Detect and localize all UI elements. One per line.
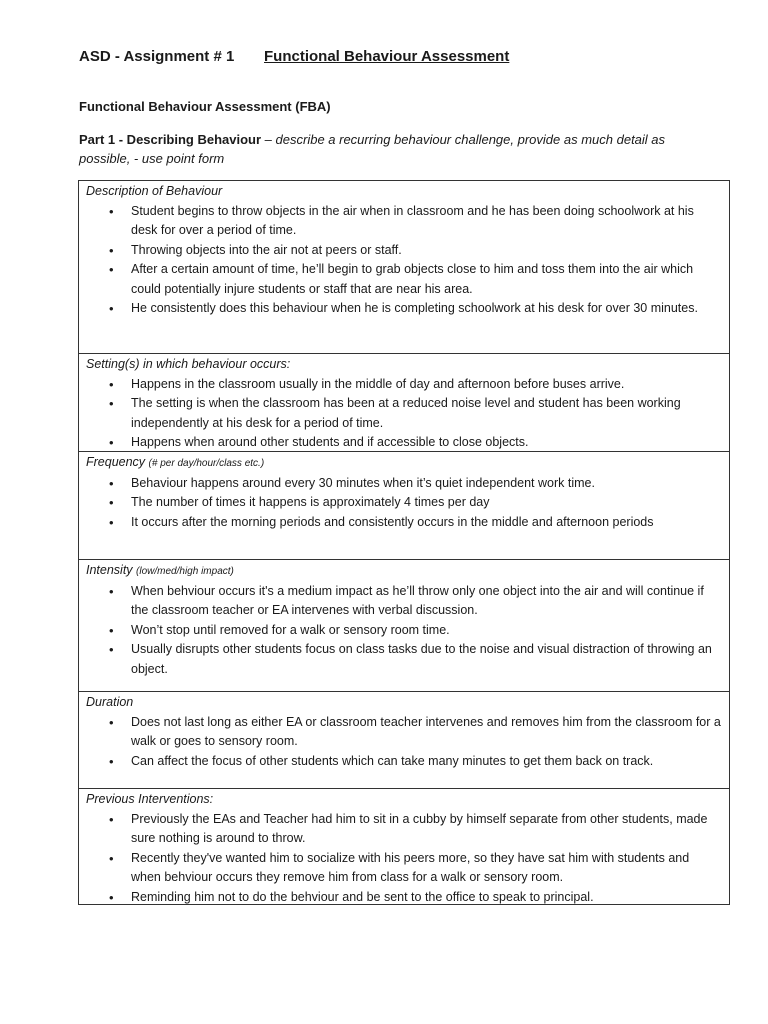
list-item: • Can affect the focus of other students which can take many minutes to get them back on track. xyxy=(131,752,721,772)
row-frequency xyxy=(79,452,730,560)
row-duration xyxy=(79,692,730,789)
list-item: • After a certain amount of time, he’ll begin to grab objects close to him and toss them into the air which could potentially injure students or staff that are near his area. xyxy=(131,260,721,299)
part1-dash: – xyxy=(261,132,276,147)
row-setting xyxy=(79,354,730,452)
list-item: • It occurs after the morning periods and consistently occurs in the middle and afternoon periods xyxy=(131,513,721,533)
list-item: • Usually disrupts other students focus on class tasks due to the noise and visual distraction of throwing an object. xyxy=(131,640,721,679)
list-item: • Throwing objects into the air not at peers or staff. xyxy=(131,241,721,261)
list-item: • The number of times it happens is approximately 4 times per day xyxy=(131,493,721,513)
intensity-list xyxy=(86,582,721,680)
row-intensity xyxy=(79,560,730,692)
title-row xyxy=(79,48,509,65)
row-previous-interventions xyxy=(79,789,730,905)
setting-list xyxy=(86,375,721,452)
frequency-sublabel: (# per day/hour/class etc.) xyxy=(148,458,265,469)
assignment-label: ASD - Assignment # 1 xyxy=(79,48,235,65)
duration-list xyxy=(86,713,721,772)
description-label: Description of Behaviour xyxy=(86,184,223,198)
document-title: Functional Behaviour Assessment xyxy=(264,48,510,65)
previous-label: Previous Interventions: xyxy=(86,792,214,806)
list-item: • The setting is when the classroom has been at a reduced noise level and student has been working independently at his desk for a period of time. xyxy=(131,394,721,433)
section-subtitle: Functional Behaviour Assessment (FBA) xyxy=(79,99,331,114)
list-item: • Happens in the classroom usually in the middle of day and afternoon before buses arrive. xyxy=(131,375,721,395)
list-item: • He consistently does this behaviour when he is completing schoolwork at his desk for over 30 minutes. xyxy=(131,299,721,319)
intensity-sublabel: (low/med/high impact) xyxy=(136,566,234,577)
list-item: • Previously the EAs and Teacher had him to sit in a cubby by himself separate from other students, made sure nothing is around to throw. xyxy=(131,810,721,849)
list-item: • Happens when around other students and if accessible to close objects. xyxy=(131,433,721,451)
previous-list xyxy=(86,810,721,905)
cell-description xyxy=(79,181,730,354)
setting-label: Setting(s) in which behaviour occurs: xyxy=(86,357,291,371)
cell-duration xyxy=(79,692,730,789)
fba-table xyxy=(78,180,730,905)
list-item: • Does not last long as either EA or classroom teacher intervenes and removes him from the classroom for a walk or goes to sensory room. xyxy=(131,713,721,752)
cell-intensity xyxy=(79,560,730,692)
cell-frequency xyxy=(79,452,730,560)
part1-instructions: describe a recurring behaviour challenge, provide as much detail as possible, - use point form xyxy=(79,132,666,166)
list-item: • Behaviour happens around every 30 minutes when it’s quiet independent work time. xyxy=(131,474,721,494)
list-item: • Student begins to throw objects in the air when in classroom and he has been doing schoolwork at his desk for over a period of time. xyxy=(131,202,721,241)
frequency-label: Frequency xyxy=(86,455,146,469)
duration-label: Duration xyxy=(86,695,134,709)
intensity-heading xyxy=(86,561,721,582)
list-item: • Recently they've wanted him to socialize with his peers more, so they have sat him with students and when behviour occurs they remove him from class for a walk or sensory room. xyxy=(131,849,721,888)
list-item: • When behviour occurs it's a medium impact as he’ll throw only one object into the air and will continue if the classroom teacher or EA intervenes with verbal discussion. xyxy=(131,582,721,621)
part1-heading xyxy=(79,130,719,168)
part1-label: Part 1 - Describing Behaviour xyxy=(79,132,262,147)
list-item: • Won’t stop until removed for a walk or sensory room time. xyxy=(131,621,721,641)
row-description xyxy=(79,181,730,354)
cell-setting xyxy=(79,354,730,452)
intensity-label: Intensity xyxy=(86,563,133,577)
frequency-heading xyxy=(86,453,721,474)
cell-previous-interventions xyxy=(79,789,730,905)
frequency-list xyxy=(86,474,721,533)
list-item: • Reminding him not to do the behviour and be sent to the office to speak to principal. xyxy=(131,888,721,905)
description-list xyxy=(86,202,721,319)
